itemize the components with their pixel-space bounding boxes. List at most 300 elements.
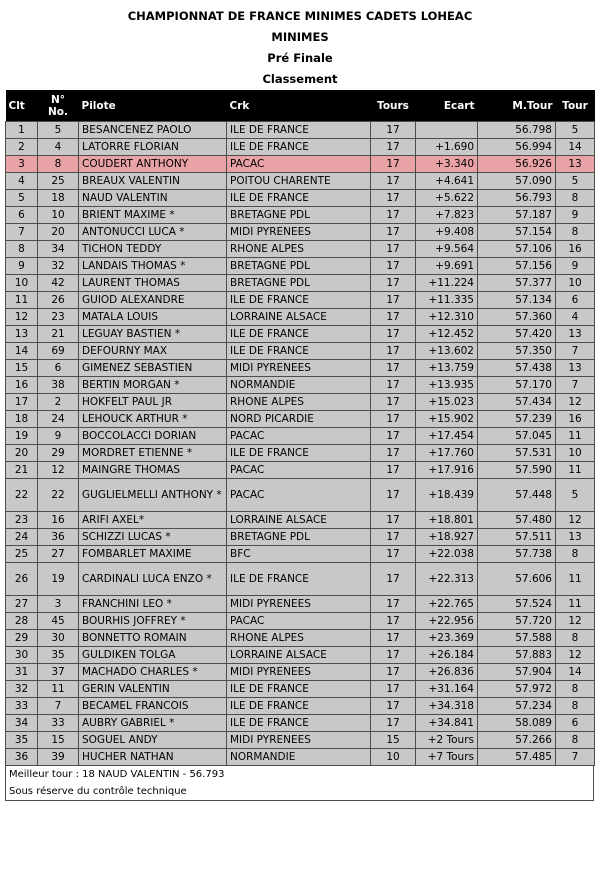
col-header-crk: Crk: [227, 90, 371, 122]
cell-number: 32: [38, 258, 79, 275]
cell-tours: 17: [371, 479, 416, 512]
cell-number: 16: [38, 512, 79, 529]
cell-pilote: MATALA LOUIS: [79, 309, 227, 326]
cell-tours: 17: [371, 241, 416, 258]
cell-clt: 33: [6, 698, 38, 715]
table-row: [6, 122, 595, 139]
cell-tour: 8: [556, 546, 595, 563]
cell-number: 69: [38, 343, 79, 360]
cell-mtour: 57.154: [478, 224, 556, 241]
cell-tours: 17: [371, 156, 416, 173]
table-row: [6, 563, 595, 596]
cell-mtour: 57.156: [478, 258, 556, 275]
cell-tour: 13: [556, 326, 595, 343]
cell-ecart: +15.902: [416, 411, 478, 428]
cell-ecart: +34.841: [416, 715, 478, 732]
cell-crk: PACAC: [227, 462, 371, 479]
cell-mtour: 57.511: [478, 529, 556, 546]
table-row: [6, 698, 595, 715]
cell-clt: 28: [6, 613, 38, 630]
cell-tours: 17: [371, 529, 416, 546]
cell-ecart: +7.823: [416, 207, 478, 224]
cell-pilote: NAUD VALENTIN: [79, 190, 227, 207]
cell-mtour: 57.590: [478, 462, 556, 479]
cell-tour: 5: [556, 479, 595, 512]
table-row: [6, 529, 595, 546]
cell-mtour: 57.350: [478, 343, 556, 360]
cell-clt: 8: [6, 241, 38, 258]
cell-tours: 17: [371, 326, 416, 343]
table-row: [6, 749, 595, 766]
cell-pilote: BRIENT MAXIME *: [79, 207, 227, 224]
cell-tour: 7: [556, 749, 595, 766]
cell-number: 15: [38, 732, 79, 749]
cell-tour: 11: [556, 462, 595, 479]
cell-crk: NORD PICARDIE: [227, 411, 371, 428]
cell-tours: 17: [371, 377, 416, 394]
table-row: [6, 309, 595, 326]
cell-number: 9: [38, 428, 79, 445]
cell-crk: LORRAINE ALSACE: [227, 512, 371, 529]
cell-tours: 17: [371, 258, 416, 275]
cell-crk: BRETAGNE PDL: [227, 529, 371, 546]
cell-ecart: +22.038: [416, 546, 478, 563]
cell-crk: ILE DE FRANCE: [227, 563, 371, 596]
cell-clt: 13: [6, 326, 38, 343]
cell-ecart: +22.956: [416, 613, 478, 630]
cell-clt: 31: [6, 664, 38, 681]
cell-mtour: 57.720: [478, 613, 556, 630]
cell-number: 26: [38, 292, 79, 309]
cell-tour: 11: [556, 596, 595, 613]
table-row: [6, 326, 595, 343]
cell-ecart: +26.836: [416, 664, 478, 681]
cell-tour: 16: [556, 241, 595, 258]
cell-pilote: ARIFI AXEL*: [79, 512, 227, 529]
page-title: CHAMPIONNAT DE FRANCE MINIMES CADETS LOHEAC: [127, 9, 473, 23]
cell-crk: NORMANDIE: [227, 749, 371, 766]
cell-pilote: GULDIKEN TOLGA: [79, 647, 227, 664]
cell-mtour: 56.798: [478, 122, 556, 139]
col-header-no: [38, 90, 79, 122]
cell-tour: 9: [556, 207, 595, 224]
cell-clt: 6: [6, 207, 38, 224]
table-row: [6, 428, 595, 445]
col-header-tours: Tours: [371, 90, 416, 122]
cell-ecart: +13.935: [416, 377, 478, 394]
cell-tour: 4: [556, 309, 595, 326]
cell-tour: 12: [556, 512, 595, 529]
cell-tours: 17: [371, 411, 416, 428]
cell-mtour: 56.994: [478, 139, 556, 156]
cell-tour: 7: [556, 377, 595, 394]
table-row: [6, 173, 595, 190]
cell-clt: 7: [6, 224, 38, 241]
cell-ecart: +13.759: [416, 360, 478, 377]
results-body: [6, 122, 595, 766]
col-header-mtour: M.Tour: [478, 90, 556, 122]
cell-crk: LORRAINE ALSACE: [227, 647, 371, 664]
col-header-ecart: Ecart: [416, 90, 478, 122]
cell-pilote: MACHADO CHARLES *: [79, 664, 227, 681]
cell-clt: 27: [6, 596, 38, 613]
cell-pilote: LATORRE FLORIAN: [79, 139, 227, 156]
cell-number: 29: [38, 445, 79, 462]
cell-tour: 12: [556, 394, 595, 411]
cell-mtour: 57.045: [478, 428, 556, 445]
cell-mtour: 57.606: [478, 563, 556, 596]
table-row: [6, 664, 595, 681]
cell-pilote: GIMENEZ SEBASTIEN: [79, 360, 227, 377]
cell-tours: 17: [371, 647, 416, 664]
cell-tours: 17: [371, 190, 416, 207]
cell-number: 37: [38, 664, 79, 681]
table-row: [6, 207, 595, 224]
cell-tour: 7: [556, 343, 595, 360]
cell-mtour: 57.377: [478, 275, 556, 292]
cell-number: 8: [38, 156, 79, 173]
cell-tour: 5: [556, 173, 595, 190]
cell-tour: 13: [556, 156, 595, 173]
cell-tours: 17: [371, 596, 416, 613]
cell-tour: 8: [556, 698, 595, 715]
cell-crk: PACAC: [227, 479, 371, 512]
cell-tours: 17: [371, 428, 416, 445]
cell-pilote: TICHON TEDDY: [79, 241, 227, 258]
cell-tours: 17: [371, 681, 416, 698]
cell-number: 7: [38, 698, 79, 715]
cell-number: 19: [38, 563, 79, 596]
cell-clt: 34: [6, 715, 38, 732]
cell-mtour: 57.360: [478, 309, 556, 326]
col-header-no-label: N° No.: [48, 93, 68, 118]
cell-tours: 17: [371, 224, 416, 241]
cell-number: 18: [38, 190, 79, 207]
cell-pilote: MAINGRE THOMAS: [79, 462, 227, 479]
cell-tour: 14: [556, 139, 595, 156]
cell-tours: 15: [371, 732, 416, 749]
cell-ecart: +12.452: [416, 326, 478, 343]
cell-tour: 8: [556, 190, 595, 207]
table-row: [6, 224, 595, 241]
subtitle: Classement: [262, 72, 338, 86]
cell-clt: 26: [6, 563, 38, 596]
cell-crk: ILE DE FRANCE: [227, 698, 371, 715]
cell-clt: 10: [6, 275, 38, 292]
table-row: [6, 445, 595, 462]
cell-number: 34: [38, 241, 79, 258]
cell-mtour: 57.434: [478, 394, 556, 411]
cell-clt: 12: [6, 309, 38, 326]
cell-tour: 11: [556, 428, 595, 445]
cell-tour: 6: [556, 715, 595, 732]
session-title: Pré Finale: [267, 51, 333, 65]
cell-number: 3: [38, 596, 79, 613]
table-row: [6, 512, 595, 529]
cell-crk: MIDI PYRENEES: [227, 224, 371, 241]
cell-mtour: 57.420: [478, 326, 556, 343]
cell-mtour: 57.904: [478, 664, 556, 681]
table-row: [6, 258, 595, 275]
cell-number: 27: [38, 546, 79, 563]
cell-clt: 14: [6, 343, 38, 360]
cell-number: 25: [38, 173, 79, 190]
best-lap-note: Meilleur tour : 18 NAUD VALENTIN - 56.793: [9, 769, 225, 780]
cell-mtour: 57.170: [478, 377, 556, 394]
cell-clt: 22: [6, 479, 38, 512]
cell-number: 39: [38, 749, 79, 766]
table-row: [6, 343, 595, 360]
table-row: [6, 732, 595, 749]
cell-clt: 5: [6, 190, 38, 207]
table-row: [6, 630, 595, 647]
cell-crk: NORMANDIE: [227, 377, 371, 394]
cell-ecart: +17.454: [416, 428, 478, 445]
cell-number: 20: [38, 224, 79, 241]
cell-ecart: +23.369: [416, 630, 478, 647]
cell-number: 35: [38, 647, 79, 664]
cell-crk: BRETAGNE PDL: [227, 275, 371, 292]
cell-mtour: 57.106: [478, 241, 556, 258]
cell-crk: MIDI PYRENEES: [227, 664, 371, 681]
cell-ecart: +1.690: [416, 139, 478, 156]
table-row: [6, 394, 595, 411]
cell-pilote: SOGUEL ANDY: [79, 732, 227, 749]
cell-clt: 20: [6, 445, 38, 462]
cell-mtour: 57.738: [478, 546, 556, 563]
table-row: [6, 156, 595, 173]
table-row: [6, 613, 595, 630]
cell-tour: 14: [556, 664, 595, 681]
cell-mtour: 58.089: [478, 715, 556, 732]
cell-pilote: DEFOURNY MAX: [79, 343, 227, 360]
cell-tours: 17: [371, 139, 416, 156]
cell-crk: RHONE ALPES: [227, 394, 371, 411]
cell-number: 11: [38, 681, 79, 698]
cell-pilote: COUDERT ANTHONY: [79, 156, 227, 173]
cell-tours: 17: [371, 664, 416, 681]
cell-ecart: +11.224: [416, 275, 478, 292]
cell-ecart: +18.801: [416, 512, 478, 529]
cell-ecart: +17.760: [416, 445, 478, 462]
cell-clt: 1: [6, 122, 38, 139]
cell-pilote: LAURENT THOMAS: [79, 275, 227, 292]
cell-clt: 17: [6, 394, 38, 411]
cell-crk: POITOU CHARENTE: [227, 173, 371, 190]
cell-tour: 9: [556, 258, 595, 275]
table-row: [6, 462, 595, 479]
cell-tour: 16: [556, 411, 595, 428]
cell-ecart: +15.023: [416, 394, 478, 411]
cell-clt: 2: [6, 139, 38, 156]
col-header-clt: Clt: [6, 90, 38, 122]
table-row: [6, 596, 595, 613]
cell-clt: 29: [6, 630, 38, 647]
cell-number: 36: [38, 529, 79, 546]
cell-ecart: +34.318: [416, 698, 478, 715]
cell-clt: 32: [6, 681, 38, 698]
cell-crk: PACAC: [227, 428, 371, 445]
cell-tours: 17: [371, 698, 416, 715]
cell-pilote: CARDINALI LUCA ENZO *: [79, 563, 227, 596]
cell-pilote: LEHOUCK ARTHUR *: [79, 411, 227, 428]
cell-pilote: BECAMEL FRANCOIS: [79, 698, 227, 715]
cell-pilote: AUBRY GABRIEL *: [79, 715, 227, 732]
cell-number: 4: [38, 139, 79, 156]
cell-number: 22: [38, 479, 79, 512]
cell-number: 33: [38, 715, 79, 732]
cell-tour: 12: [556, 647, 595, 664]
cell-number: 10: [38, 207, 79, 224]
cell-ecart: +7 Tours: [416, 749, 478, 766]
cell-ecart: +22.313: [416, 563, 478, 596]
cell-tours: 17: [371, 394, 416, 411]
cell-mtour: 57.090: [478, 173, 556, 190]
cell-tours: 17: [371, 630, 416, 647]
cell-pilote: BREAUX VALENTIN: [79, 173, 227, 190]
cell-crk: BFC: [227, 546, 371, 563]
cell-crk: ILE DE FRANCE: [227, 139, 371, 156]
cell-clt: 15: [6, 360, 38, 377]
cell-tour: 13: [556, 360, 595, 377]
cell-mtour: 57.187: [478, 207, 556, 224]
cell-tour: 12: [556, 613, 595, 630]
cell-crk: LORRAINE ALSACE: [227, 309, 371, 326]
cell-tours: 17: [371, 512, 416, 529]
cell-crk: MIDI PYRENEES: [227, 596, 371, 613]
cell-tour: 6: [556, 292, 595, 309]
cell-tours: 17: [371, 343, 416, 360]
cell-crk: ILE DE FRANCE: [227, 343, 371, 360]
cell-crk: ILE DE FRANCE: [227, 715, 371, 732]
cell-tours: 17: [371, 546, 416, 563]
cell-tours: 17: [371, 360, 416, 377]
cell-tour: 8: [556, 681, 595, 698]
cell-number: 45: [38, 613, 79, 630]
cell-mtour: 57.883: [478, 647, 556, 664]
cell-tours: 10: [371, 749, 416, 766]
cell-tours: 17: [371, 613, 416, 630]
cell-tours: 17: [371, 275, 416, 292]
cell-tour: 5: [556, 122, 595, 139]
cell-clt: 9: [6, 258, 38, 275]
table-row: [6, 715, 595, 732]
cell-number: 12: [38, 462, 79, 479]
cell-pilote: HUCHER NATHAN: [79, 749, 227, 766]
cell-pilote: GUGLIELMELLI ANTHONY *: [79, 479, 227, 512]
cell-crk: RHONE ALPES: [227, 630, 371, 647]
cell-ecart: +5.622: [416, 190, 478, 207]
cell-mtour: 57.438: [478, 360, 556, 377]
cell-tours: 17: [371, 563, 416, 596]
cell-number: 38: [38, 377, 79, 394]
cell-mtour: 57.972: [478, 681, 556, 698]
cell-crk: BRETAGNE PDL: [227, 258, 371, 275]
cell-crk: MIDI PYRENEES: [227, 360, 371, 377]
cell-crk: BRETAGNE PDL: [227, 207, 371, 224]
cell-pilote: SCHIZZI LUCAS *: [79, 529, 227, 546]
cell-mtour: 57.239: [478, 411, 556, 428]
cell-mtour: 57.588: [478, 630, 556, 647]
cell-tours: 17: [371, 207, 416, 224]
cell-mtour: 56.793: [478, 190, 556, 207]
cell-pilote: GERIN VALENTIN: [79, 681, 227, 698]
table-row: [6, 377, 595, 394]
cell-number: 5: [38, 122, 79, 139]
cell-tour: 10: [556, 275, 595, 292]
cell-ecart: +18.927: [416, 529, 478, 546]
cell-ecart: +9.691: [416, 258, 478, 275]
cell-pilote: LEGUAY BASTIEN *: [79, 326, 227, 343]
cell-ecart: +12.310: [416, 309, 478, 326]
cell-ecart: +2 Tours: [416, 732, 478, 749]
cell-clt: 24: [6, 529, 38, 546]
cell-crk: ILE DE FRANCE: [227, 445, 371, 462]
technical-check-note: Sous réserve du contrôle technique: [9, 786, 187, 797]
table-row: [6, 546, 595, 563]
cell-clt: 21: [6, 462, 38, 479]
cell-crk: ILE DE FRANCE: [227, 122, 371, 139]
cell-pilote: HOKFELT PAUL JR: [79, 394, 227, 411]
cell-pilote: BESANCENEZ PAOLO: [79, 122, 227, 139]
cell-ecart: +13.602: [416, 343, 478, 360]
cell-crk: ILE DE FRANCE: [227, 326, 371, 343]
cell-tour: 10: [556, 445, 595, 462]
cell-clt: 18: [6, 411, 38, 428]
cell-clt: 35: [6, 732, 38, 749]
cell-pilote: BOCCOLACCI DORIAN: [79, 428, 227, 445]
cell-mtour: 57.531: [478, 445, 556, 462]
cell-crk: ILE DE FRANCE: [227, 292, 371, 309]
table-row: [6, 479, 595, 512]
cell-ecart: +3.340: [416, 156, 478, 173]
cell-mtour: 57.480: [478, 512, 556, 529]
cell-number: 24: [38, 411, 79, 428]
cell-clt: 3: [6, 156, 38, 173]
cell-pilote: BONNETTO ROMAIN: [79, 630, 227, 647]
cell-mtour: 57.485: [478, 749, 556, 766]
table-header-row: [6, 90, 595, 122]
cell-mtour: 56.926: [478, 156, 556, 173]
cell-clt: 19: [6, 428, 38, 445]
cell-clt: 11: [6, 292, 38, 309]
cell-tours: 17: [371, 292, 416, 309]
cell-pilote: GUIOD ALEXANDRE: [79, 292, 227, 309]
cell-pilote: LANDAIS THOMAS *: [79, 258, 227, 275]
cell-mtour: 57.134: [478, 292, 556, 309]
table-row: [6, 647, 595, 664]
table-row: [6, 360, 595, 377]
cell-tours: 17: [371, 445, 416, 462]
cell-tour: 8: [556, 732, 595, 749]
cell-tour: 8: [556, 630, 595, 647]
cell-mtour: 57.234: [478, 698, 556, 715]
cell-crk: ILE DE FRANCE: [227, 190, 371, 207]
table-row: [6, 292, 595, 309]
cell-clt: 16: [6, 377, 38, 394]
cell-mtour: 57.266: [478, 732, 556, 749]
table-row: [6, 681, 595, 698]
cell-tour: 11: [556, 563, 595, 596]
cell-pilote: FRANCHINI LEO *: [79, 596, 227, 613]
table-row: [6, 139, 595, 156]
cell-crk: ILE DE FRANCE: [227, 681, 371, 698]
table-row: [6, 275, 595, 292]
cell-number: 23: [38, 309, 79, 326]
cell-tours: 17: [371, 122, 416, 139]
cell-ecart: +17.916: [416, 462, 478, 479]
table-row: [6, 241, 595, 258]
